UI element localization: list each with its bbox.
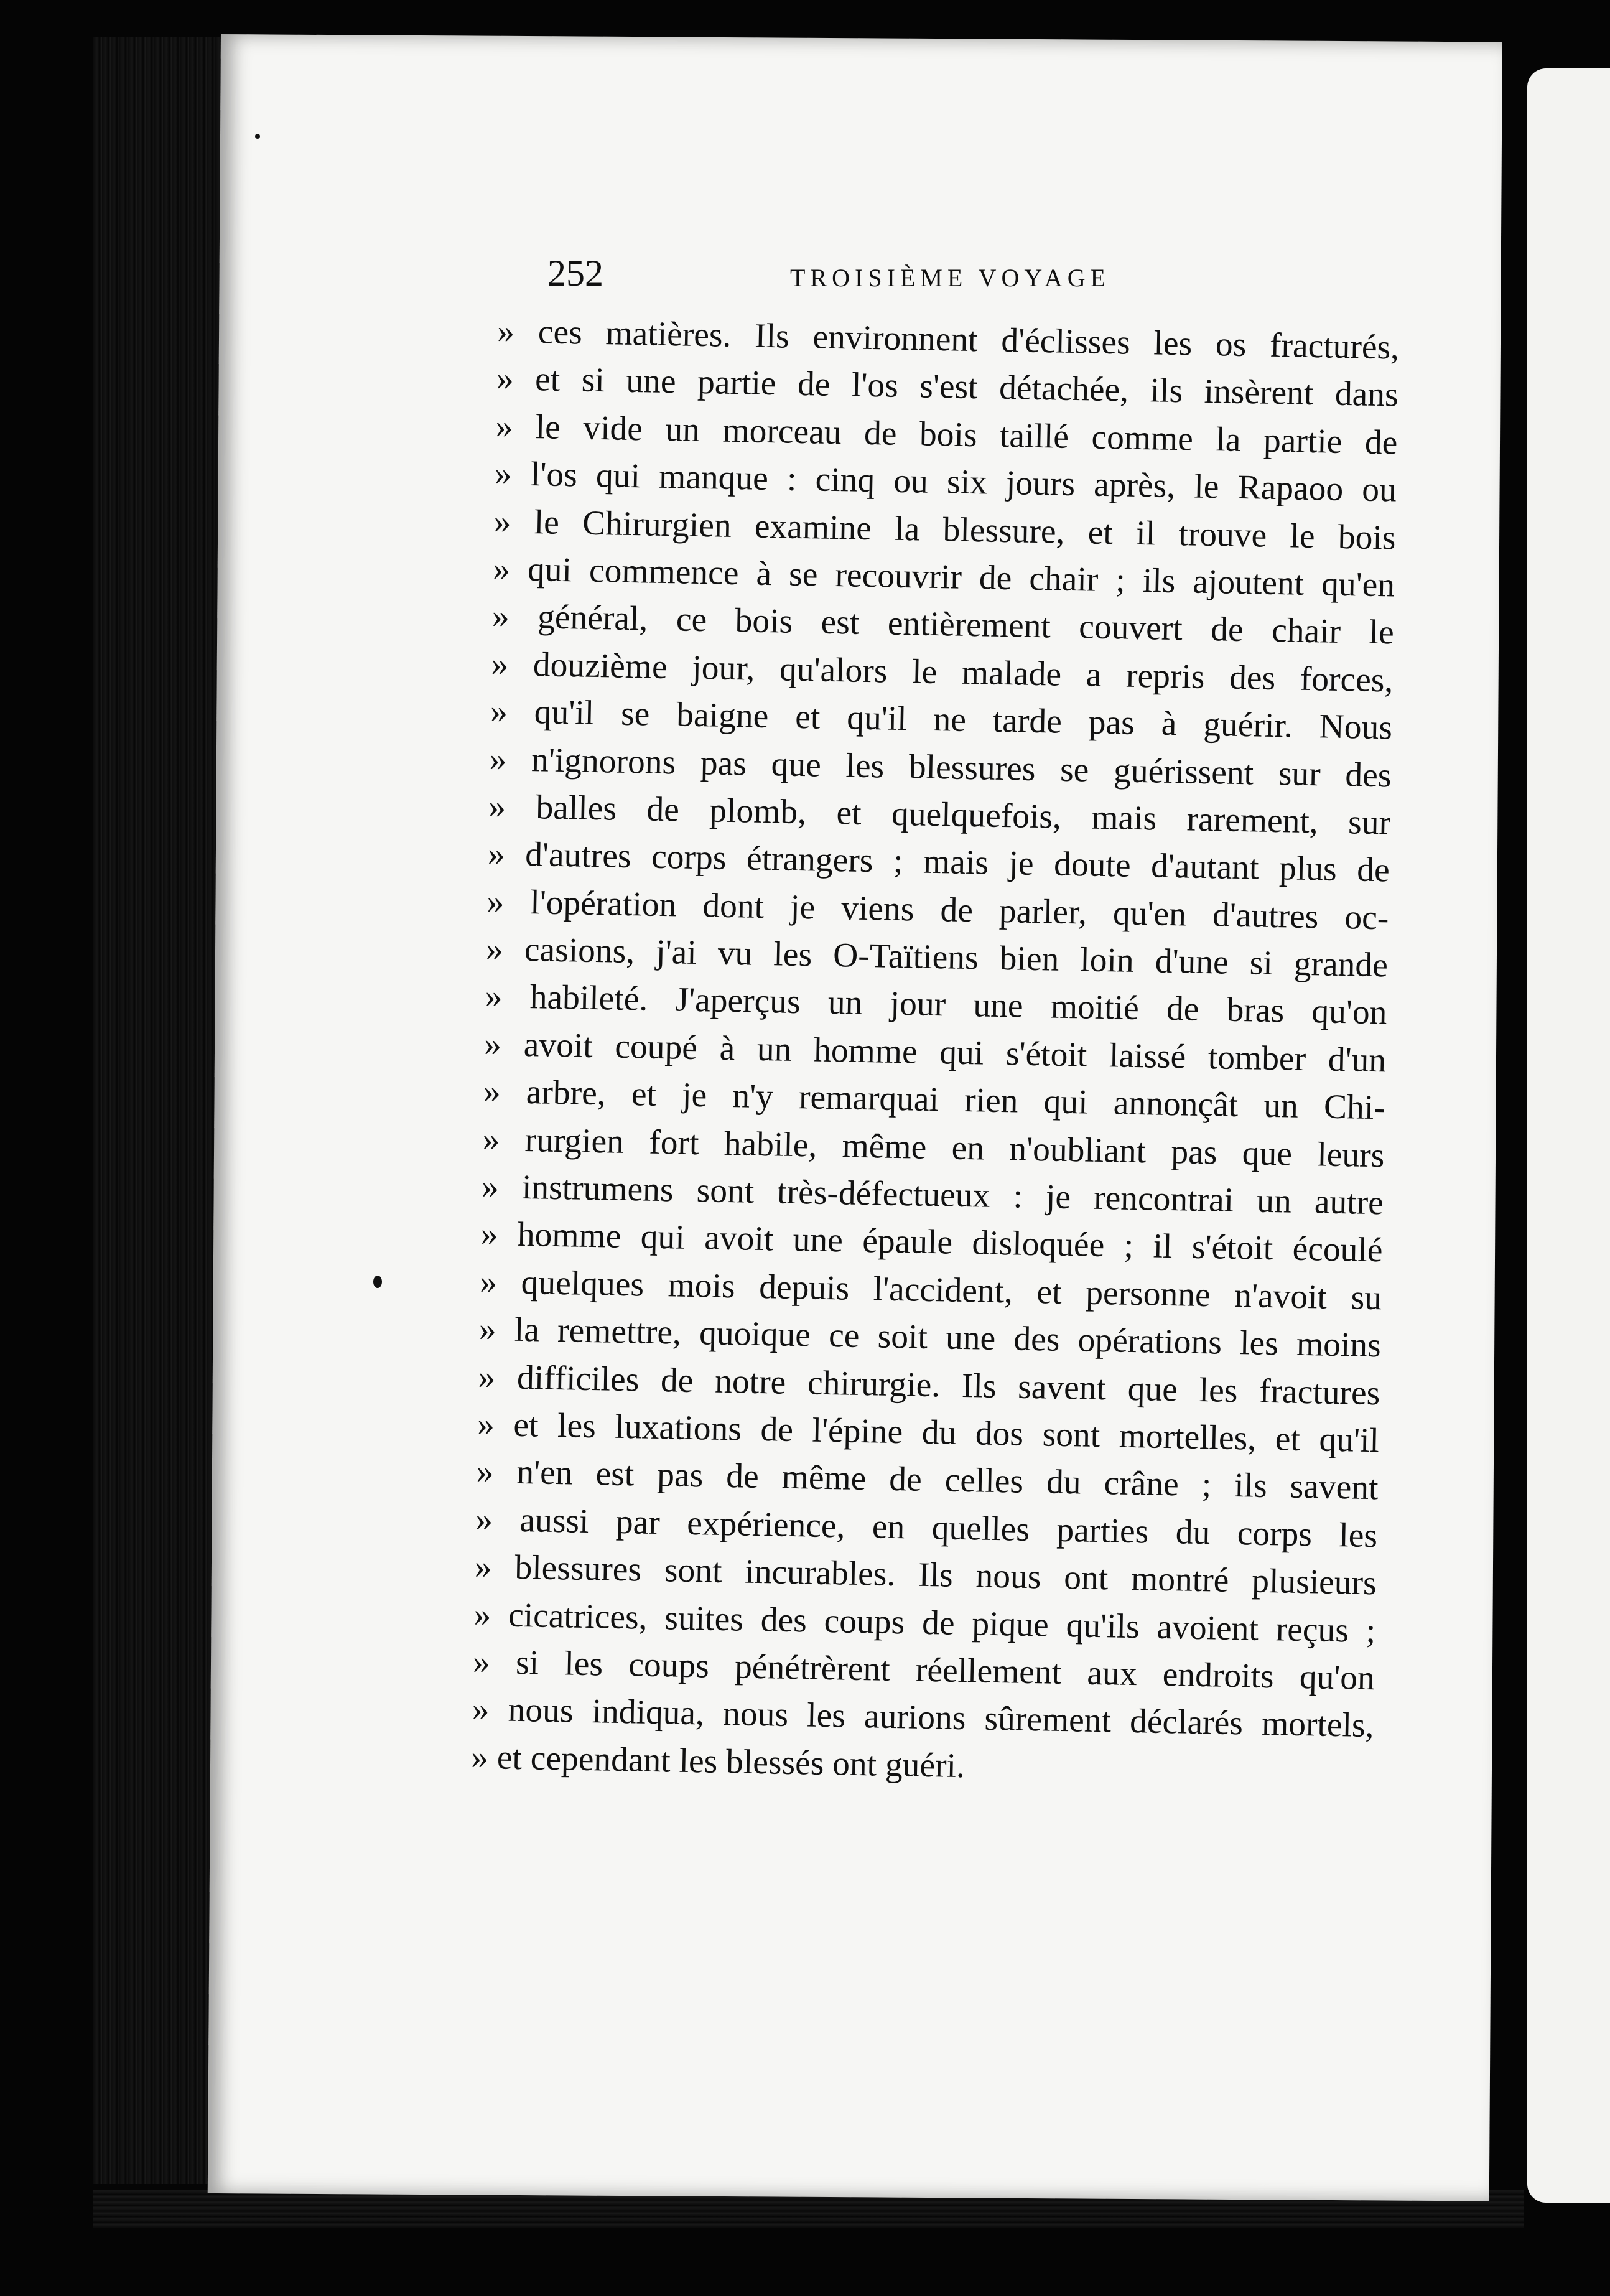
text-line: » d'autres corps étrangers ; mais je doute d'autant plus de <box>487 835 1390 890</box>
text-line: » n'ignorons pas que les blessures se guérissent sur des <box>489 740 1392 795</box>
running-title: TROISIÈME VOYAGE <box>790 264 1111 292</box>
text-line: » rurgien fort habile, même en n'oubliant pas que leurs <box>482 1120 1385 1175</box>
text-line: » douzième jour, qu'alors le malade a repris des forces, <box>490 645 1394 700</box>
text-line: » instrumens sont très-défectueux : je rencontrai un autre <box>481 1167 1384 1223</box>
text-line: » nous indiqua, nous les aurions sûrement déclarés mortels, <box>472 1690 1375 1745</box>
text-line: » et cependant les blessés ont guéri. <box>470 1738 966 1785</box>
text-line: » le vide un morceau de bois taillé comme la partie de <box>495 407 1398 462</box>
text-line: » l'os qui manque : cinq ou six jours après, le Rapaoo ou <box>494 455 1397 510</box>
text-line: » quelques mois depuis l'accident, et personne n'avoit su <box>479 1262 1382 1318</box>
text-line: » arbre, et je n'y remarquai rien qui annonçât un Chi- <box>483 1073 1386 1127</box>
text-line: » ces matières. Ils environnent d'éclisses les os fracturés, <box>496 312 1400 367</box>
text-line: » la remettre, quoique ce soit une des opérations les moins <box>478 1310 1382 1365</box>
page-number: 252 <box>547 253 603 294</box>
text-line: » balles de plomb, et quelquefois, mais rarement, sur <box>488 787 1391 842</box>
ink-speck <box>373 1276 382 1288</box>
text-line: » difficiles de notre chirurgie. Ils savent que les fractures <box>477 1358 1380 1412</box>
page-header <box>547 252 1356 308</box>
text-line: » général, ce bois est entièrement couvert de chair le <box>491 597 1395 652</box>
text-line: » qui commence à se recouvrir de chair ; ils ajoutent qu'en <box>492 549 1395 605</box>
text-line: » l'opération dont je viens de parler, qu'en d'autres oc- <box>486 882 1389 938</box>
text-line: » avoit coupé à un homme qui s'étoit laissé tomber d'un <box>483 1025 1387 1080</box>
text-line: » homme qui avoit une épaule disloquée ; il s'étoit écoulé <box>480 1215 1384 1270</box>
text-line: » casions, j'ai vu les O-Taïtiens bien loin d'une si grande <box>485 930 1389 985</box>
ink-speck <box>255 134 260 139</box>
body-text <box>471 308 1400 1798</box>
text-line: » blessures sont incurables. Ils nous ont montré plusieurs <box>474 1547 1377 1603</box>
text-line: » n'en est pas de même de celles du crâne ; ils savent <box>476 1453 1379 1508</box>
text-line: » le Chirurgien examine la blessure, et il trouve le bois <box>493 502 1397 558</box>
text-line: » aussi par expérience, en quelles parties du corps les <box>475 1500 1378 1556</box>
text-line: » si les coups pénétrèrent réellement aux endroits qu'on <box>472 1643 1375 1698</box>
text-line: » et les luxations de l'épine du dos sont mortelles, et qu'il <box>477 1405 1380 1460</box>
facing-page-edge <box>1527 68 1610 2203</box>
text-line: » qu'il se baigne et qu'il ne tarde pas à guérir. Nous <box>490 693 1393 747</box>
text-line: » cicatrices, suites des coups de pique qu'ils avoient reçus ; <box>473 1595 1376 1650</box>
text-line: » habileté. J'aperçus un jour une moitié de bras qu'on <box>485 978 1388 1032</box>
text-line: » et si une partie de l'os s'est détachée, ils insèrent dans <box>496 360 1399 414</box>
